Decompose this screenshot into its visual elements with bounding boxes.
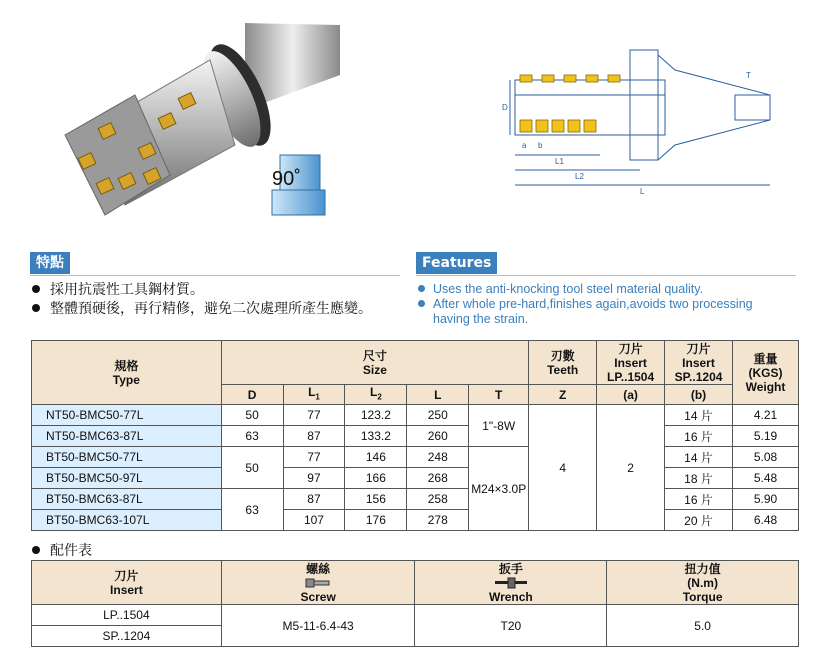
subheader-t: T xyxy=(469,385,529,405)
svg-text:T: T xyxy=(746,71,751,80)
table-cell: 260 xyxy=(407,426,469,447)
subheader-b: (b) xyxy=(665,385,733,405)
table-cell: 4.21 xyxy=(732,405,798,426)
table-cell: 14 片 xyxy=(665,405,733,426)
table-cell: 123.2 xyxy=(345,405,407,426)
table-cell: 97 xyxy=(283,468,345,489)
wrench-value: T20 xyxy=(415,605,607,647)
table-cell: 5.48 xyxy=(732,468,798,489)
table-cell: 87 xyxy=(283,426,345,447)
thread-nt: 1"-8W xyxy=(469,405,529,447)
bullet-icon xyxy=(32,304,40,312)
table-cell: 77 xyxy=(283,447,345,468)
subheader-z: Z xyxy=(529,385,597,405)
feature-en-item-continued: having the strain. xyxy=(433,312,529,326)
table-cell: 176 xyxy=(345,510,407,531)
acc-header-screw: 螺絲 Screw xyxy=(221,561,415,605)
torque-value: 5.0 xyxy=(607,605,799,647)
table-cell: 133.2 xyxy=(345,426,407,447)
angle-label: 90˚ xyxy=(272,168,301,190)
subheader-l2: $L_2$ xyxy=(345,385,407,405)
feature-en-item: Uses the anti-knocking tool steel material quality. xyxy=(418,282,703,297)
table-cell: 16 片 xyxy=(665,426,733,447)
features-en-title: Features xyxy=(416,252,497,274)
header-insert-sp: 刀片 Insert SP..1204 xyxy=(665,341,733,385)
table-cell: 250 xyxy=(407,405,469,426)
svg-text:L: L xyxy=(640,187,645,196)
table-cell: 156 xyxy=(345,489,407,510)
table-row xyxy=(32,447,799,468)
acc-header-torque: 扭力值 (N.m) Torque xyxy=(607,561,799,605)
d-bt63: 63 xyxy=(221,489,283,531)
accessories-title: 配件表 xyxy=(32,540,92,560)
table-cell: 14 片 xyxy=(665,447,733,468)
table-cell: 258 xyxy=(407,489,469,510)
subheader-l1: $L_1$ xyxy=(283,385,345,405)
svg-text:D: D xyxy=(502,103,508,112)
table-cell: 6.48 xyxy=(732,510,798,531)
header-weight: 重量 (KGS) Weight xyxy=(732,341,798,405)
table-cell: NT50-BMC50-77L xyxy=(32,405,222,426)
table-cell: 18 片 xyxy=(665,468,733,489)
header-size: 尺寸 Size xyxy=(221,341,529,385)
header-type: 規格 Type xyxy=(32,341,222,405)
insert-sp: SP..1204 xyxy=(32,626,222,647)
table-cell: 20 片 xyxy=(665,510,733,531)
subheader-l: L xyxy=(407,385,469,405)
table-cell: NT50-BMC63-87L xyxy=(32,426,222,447)
acc-header-insert: 刀片 Insert xyxy=(32,561,222,605)
insert-lp: LP..1504 xyxy=(32,605,222,626)
subheader-d: D xyxy=(221,385,283,405)
table-row xyxy=(32,468,799,489)
table-cell: 278 xyxy=(407,510,469,531)
header-teeth: 刃數 Teeth xyxy=(529,341,597,385)
table-row xyxy=(32,510,799,531)
screw-value: M5-11-6.4-43 xyxy=(221,605,415,647)
table-cell: BT50-BMC50-77L xyxy=(32,447,222,468)
table-cell: BT50-BMC63-87L xyxy=(32,489,222,510)
table-cell: 166 xyxy=(345,468,407,489)
table-cell: 146 xyxy=(345,447,407,468)
bullet-icon xyxy=(418,285,425,292)
table-cell: 5.19 xyxy=(732,426,798,447)
table-cell: 5.90 xyxy=(732,489,798,510)
table-row xyxy=(32,605,799,626)
bullet-icon xyxy=(32,285,40,293)
feature-zh-item: 採用抗震性工具鋼材質。 xyxy=(32,280,204,300)
table-row xyxy=(32,405,799,426)
technical-drawing xyxy=(480,40,800,200)
subheader-a: (a) xyxy=(597,385,665,405)
thread-bt: M24×3.0P xyxy=(469,447,529,531)
acc-header-wrench: 扳手 Wrench xyxy=(415,561,607,605)
spec-table xyxy=(31,340,799,531)
table-cell: 248 xyxy=(407,447,469,468)
bullet-icon xyxy=(418,300,425,307)
teeth-value: 4 xyxy=(529,405,597,531)
table-cell: 5.08 xyxy=(732,447,798,468)
header-insert-lp: 刀片 Insert LP..1504 xyxy=(597,341,665,385)
divider xyxy=(416,275,796,276)
table-cell: 268 xyxy=(407,468,469,489)
accessories-table xyxy=(31,560,799,647)
d-bt50: 50 xyxy=(221,447,283,489)
table-cell: 77 xyxy=(283,405,345,426)
table-cell: 63 xyxy=(221,426,283,447)
divider xyxy=(30,275,400,276)
bullet-icon xyxy=(32,546,40,554)
table-cell: 87 xyxy=(283,489,345,510)
features-zh-title: 特點 xyxy=(30,252,70,274)
wrench-icon xyxy=(494,577,528,589)
feature-zh-item: 整體預硬後，再行精修，避免二次處理所產生應變。 xyxy=(32,299,372,319)
insert-a-value: 2 xyxy=(597,405,665,531)
table-row xyxy=(32,489,799,510)
screw-icon xyxy=(305,578,331,588)
table-cell: BT50-BMC63-107L xyxy=(32,510,222,531)
svg-text:b: b xyxy=(538,141,543,150)
table-cell: 50 xyxy=(221,405,283,426)
table-cell: BT50-BMC50-97L xyxy=(32,468,222,489)
svg-text:L1: L1 xyxy=(555,157,564,166)
tool-photo xyxy=(40,15,370,230)
table-cell: 107 xyxy=(283,510,345,531)
feature-en-item: After whole pre-hard,finishes again,avoids two processing xyxy=(418,297,808,312)
table-cell: 16 片 xyxy=(665,489,733,510)
svg-text:L2: L2 xyxy=(575,172,584,181)
table-row xyxy=(32,426,799,447)
svg-text:a: a xyxy=(522,141,527,150)
